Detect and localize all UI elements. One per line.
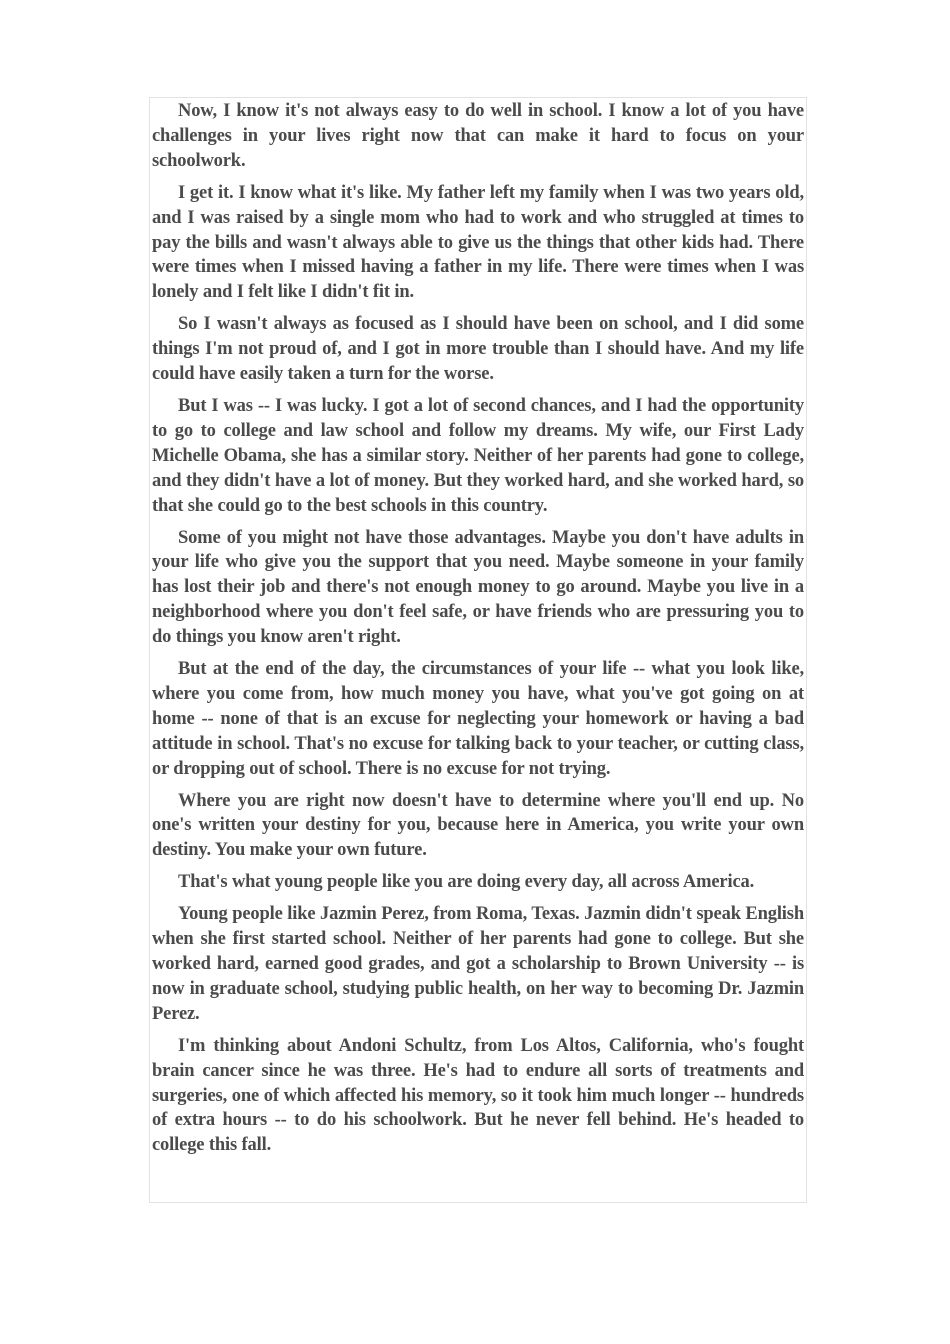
paragraph: But I was -- I was lucky. I got a lot of second chances, and I had the opportunity to go to college and law school and follow my dreams. My wife, our First Lady Michelle Obama, she has a similar story. Neither of her parents had gone to college, and they didn't have a lot of money. But they worked hard, and she worked hard, so that she could go to the best schools in this country.	[152, 395, 804, 516]
paragraph: So I wasn't always as focused as I should have been on school, and I did some things I'm not proud of, and I got in more trouble than I should have. And my life could have easily taken a turn for the worse.	[152, 314, 804, 385]
paragraph: Where you are right now doesn't have to determine where you'll end up. No one's written your destiny for you, because here in America, you write your own destiny. You make your own future.	[152, 790, 804, 861]
paragraph: That's what young people like you are doing every day, all across America.	[178, 872, 755, 893]
paragraph: Now, I know it's not always easy to do well in school. I know a lot of you have challenges in your lives right now that can make it hard to focus on your schoolwork.	[152, 101, 804, 171]
paragraph: But at the end of the day, the circumstances of your life -- what you look like, where you come from, how much money you have, what you've got going on at home -- none of that is an excuse for neglecting your homework or having a bad attitude in school. That's no excuse for talking back to your teacher, or cutting class, or dropping out of school. There is no excuse for not trying.	[152, 659, 804, 779]
document-text-block	[149, 97, 807, 1203]
paragraph: Some of you might not have those advantages. Maybe you don't have adults in your life who give you the support that you need. Maybe someone in your family has lost their job and there's not enough money to go around. Maybe you live in a neighborhood where you don't feel safe, or have friends who are pressuring you to do things you know aren't right.	[152, 527, 804, 648]
paragraph: I get it. I know what it's like. My father left my family when I was two years old, and I was raised by a single mom who had to work and who struggled at times to pay the bills and wasn't always able to give us the things that other kids had. There were times when I missed having a father in my life. There were times when I was lonely and I felt like I didn't fit in.	[152, 182, 804, 303]
paragraph: Young people like Jazmin Perez, from Roma, Texas. Jazmin didn't speak English when she first started school. Neither of her parents had gone to college. But she worked hard, earned good grades, and got a scholarship to Brown University -- is now in graduate school, studying public health, on her way to becoming Dr. Jazmin Perez.	[152, 904, 804, 1024]
paragraph: I'm thinking about Andoni Schultz, from Los Altos, California, who's fought brain cancer since he was three. He's had to endure all sorts of treatments and surgeries, one of which affected his memory, so it took him much longer -- hundreds of extra hours -- to do his schoolwork. But he never fell behind. He's headed to college this fall.	[152, 1035, 804, 1156]
